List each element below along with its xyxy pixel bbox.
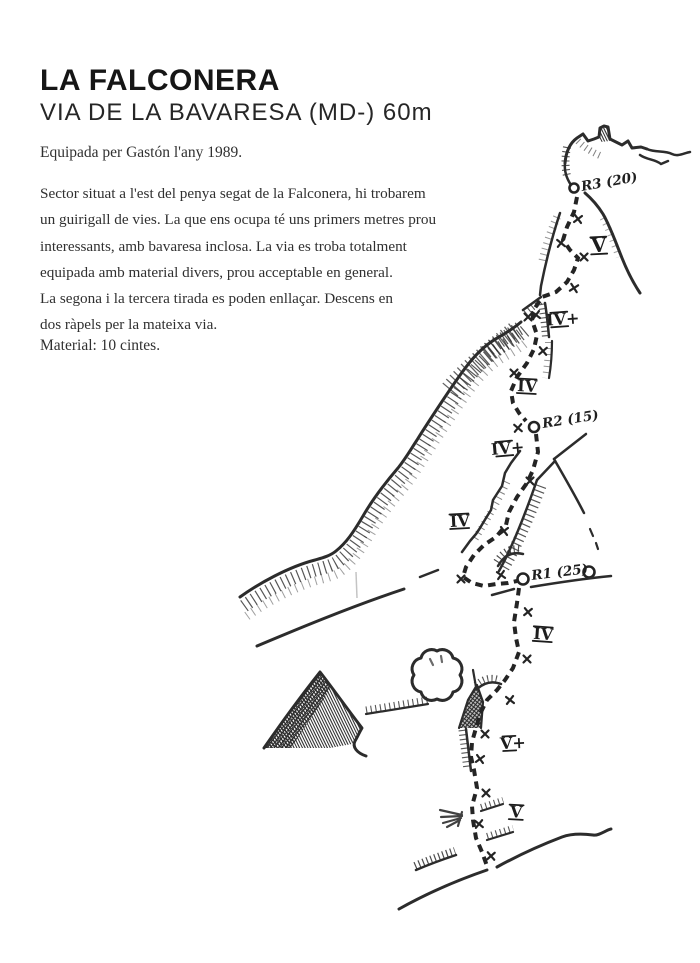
grade-mark-8: [509, 802, 524, 822]
bush-icon: [412, 650, 462, 701]
grade-mark-2: [545, 308, 580, 329]
description-line: interessants, amb bavaresa inclosa. La via es troba totalment: [40, 237, 407, 255]
svg-text:IV+: IV+: [545, 308, 580, 330]
grade-mark-1: [589, 233, 607, 258]
pillar-and-gully: [462, 434, 598, 571]
anchor-circle-r1: [518, 574, 529, 585]
ground-lines: [399, 829, 611, 909]
page-title: LA FALCONERA: [40, 64, 280, 97]
description-line: equipada amb material divers, prou acceptable en general.: [40, 263, 393, 281]
belay-r2: [529, 407, 600, 432]
rock-face-outlines: [523, 193, 640, 378]
description-line: un guirigall de vies. La que ens ocupa té uns primers metres prou: [40, 211, 437, 229]
svg-text:V: V: [509, 802, 523, 822]
small-tree-icon: [440, 810, 462, 827]
svg-text:V: V: [590, 232, 608, 258]
anchor-circle-r2: [529, 422, 539, 432]
svg-text:IV+: IV+: [490, 437, 526, 459]
grade-mark-6: [533, 624, 555, 644]
grade-mark-5: [449, 511, 470, 531]
equipped-line: Equipada per Gastón l'any 1989.: [40, 144, 243, 161]
page-subtitle: VIA DE LA BAVARESA (MD-) 60m: [40, 99, 433, 126]
grade-mark-7: [498, 733, 526, 753]
material-line: Material: 10 cintes.: [40, 337, 161, 354]
svg-text:IV: IV: [532, 623, 554, 645]
grade-mark-3: [517, 376, 538, 396]
anchor-label-r2: R2 (15): [541, 407, 600, 432]
belay-r1: [518, 561, 612, 587]
svg-text:IV: IV: [516, 375, 538, 397]
main-ridge-line: [240, 322, 528, 616]
route-line: [463, 197, 578, 866]
description-line: dos ràpels per la mateixa via.: [40, 316, 218, 334]
anchor-circle-r3: [570, 184, 579, 193]
description-line: La segona i la tercera tirada es poden enllaçar. Descens en: [40, 290, 393, 308]
belay-r3: [570, 169, 639, 195]
svg-text:V+: V+: [499, 732, 527, 754]
description-line: Sector situat a l'est del penya segat de la Falconera, hi trobarem: [40, 185, 426, 202]
ledge-lines: [257, 570, 514, 646]
anchor-label-r1: R1 (25): [530, 561, 589, 584]
ledges-and-cracks: [366, 678, 513, 870]
svg-text:IV: IV: [449, 510, 471, 532]
lower-rock-outcrop: [264, 672, 366, 756]
anchor-label-r3: R3 (20): [579, 169, 639, 195]
grade-mark-4: [490, 437, 525, 459]
pencil-mark: [356, 572, 357, 598]
